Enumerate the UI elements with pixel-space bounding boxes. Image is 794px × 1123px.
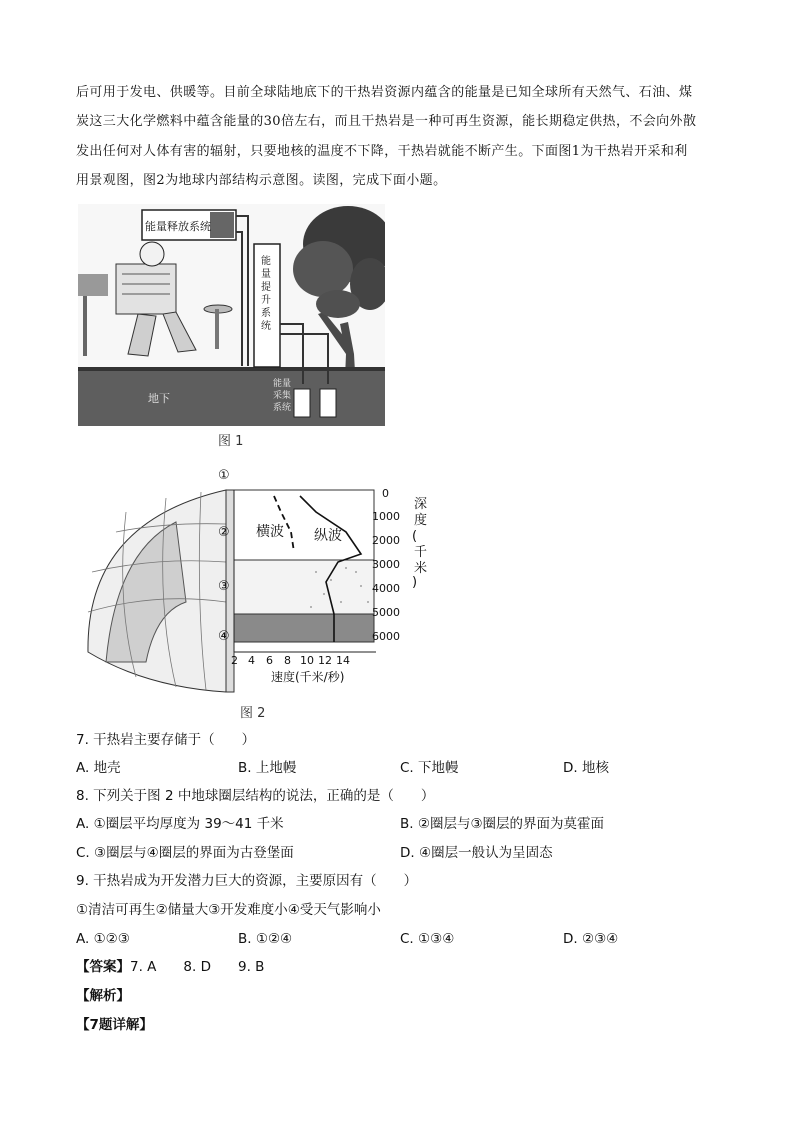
collection-system-label: 能量采集系统 — [273, 379, 292, 413]
question-9-option-a[interactable]: A. ①②③ — [76, 931, 130, 947]
question-7-option-d[interactable]: D. 地核 — [563, 760, 609, 776]
y-axis-label: 深度(千米) — [412, 497, 428, 590]
question-9-option-c[interactable]: C. ①③④ — [400, 931, 455, 947]
question-9-statements: ①清洁可再生②储量大③开发难度小④受天气影响小 — [76, 902, 381, 918]
x-tick: 2 — [231, 654, 238, 667]
question-7-option-c[interactable]: C. 下地幔 — [400, 760, 459, 776]
layer-4-label: ④ — [218, 629, 230, 644]
p-wave-label: 纵波 — [314, 528, 342, 544]
question-9-option-d[interactable]: D. ②③④ — [563, 931, 619, 947]
x-tick-labels — [231, 654, 350, 667]
question-7-option-a[interactable]: A. 地壳 — [76, 760, 121, 776]
s-wave-label: 横波 — [256, 524, 284, 540]
y-tick-labels — [372, 487, 400, 643]
question-8-option-b[interactable]: B. ②圈层与③圈层的界面为莫霍面 — [400, 816, 605, 832]
y-tick: 1000 — [372, 510, 400, 523]
figure-2-caption: 图 2 — [240, 706, 266, 721]
question-7-stem: 7. 干热岩主要存储于（ ） — [76, 732, 256, 748]
lift-system-label: 能量提升系统 — [261, 256, 271, 332]
layer-2-label: ② — [218, 525, 230, 540]
analysis-heading: 【解析】 — [76, 988, 130, 1004]
underground-label: 地下 — [148, 392, 170, 405]
x-tick: 14 — [336, 654, 350, 667]
x-tick: 12 — [318, 654, 332, 667]
y-tick: 3000 — [372, 558, 400, 571]
x-tick: 10 — [300, 654, 314, 667]
layer-3-label: ③ — [218, 579, 230, 594]
answer-line — [76, 957, 264, 977]
layer-1-label: ① — [218, 468, 230, 483]
intro-line-1: 后可用于发电、供暖等。目前全球陆地底下的干热岩资源内蕴含的能量是已知全球所有天然气、石油、煤 — [76, 85, 693, 100]
answer-tag: 【答案】 — [76, 959, 130, 975]
x-tick: 4 — [248, 654, 255, 667]
x-axis-label: 速度(千米/秒) — [271, 670, 345, 684]
figure-1-caption: 图 1 — [218, 434, 244, 449]
answer-text: 7. A 8. D 9. B — [130, 959, 265, 975]
question-8-option-a[interactable]: A. ①圈层平均厚度为 39～41 千米 — [76, 816, 284, 832]
question-7-detail-heading: 【7题详解】 — [76, 1017, 153, 1033]
question-7-option-b[interactable]: B. 上地幔 — [238, 760, 297, 776]
y-tick: 5000 — [372, 606, 400, 619]
question-8-stem: 8. 下列关于图 2 中地球圈层结构的说法，正确的是（ ） — [76, 788, 435, 804]
y-tick: 6000 — [372, 630, 400, 643]
intro-paragraph — [76, 78, 728, 195]
intro-line-4: 用景观图，图2为地球内部结构示意图。读图，完成下面小题。 — [76, 172, 447, 188]
intro-line-2: 炭这三大化学燃料中蕴含能量的30倍左右，而且干热岩是一种可再生资源，能长期稳定供热，不会向外散 — [76, 114, 697, 130]
y-tick: 4000 — [372, 582, 400, 595]
x-tick: 6 — [266, 654, 273, 667]
ground-layer — [78, 369, 385, 426]
figure-2-earth-structure — [86, 462, 442, 694]
release-system-label: 能量释放系统 — [145, 220, 211, 233]
intro-line-3: 发出任何对人体有害的辐射，只要地核的温度不下降，干热岩就能不断产生。下面图1为干热岩开采和利 — [76, 143, 688, 159]
question-8-option-d[interactable]: D. ④圈层一般认为呈固态 — [400, 845, 553, 861]
question-8-option-c[interactable]: C. ③圈层与④圈层的界面为古登堡面 — [76, 845, 294, 861]
x-tick: 8 — [284, 654, 291, 667]
y-tick: 2000 — [372, 534, 400, 547]
figure-1-illustration — [78, 204, 385, 426]
question-9-stem: 9. 干热岩成为开发潜力巨大的资源，主要原因有（ ） — [76, 873, 418, 889]
question-9-option-b[interactable]: B. ①②④ — [238, 931, 293, 947]
y-tick: 0 — [382, 487, 389, 500]
